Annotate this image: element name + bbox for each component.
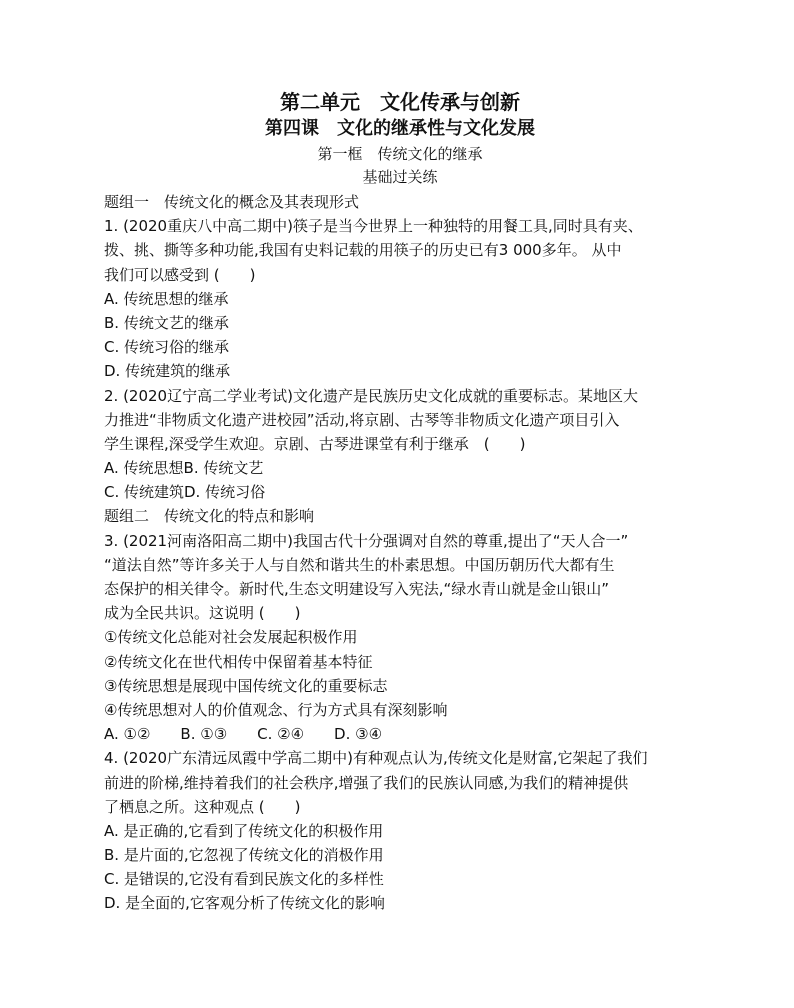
question-2-options-ab: A. 传统思想B. 传统文艺 — [104, 459, 264, 478]
question-1-line-3: 我们可以感受到 ( ) — [104, 265, 256, 284]
question-2-options-cd: C. 传统建筑D. 传统习俗 — [104, 483, 266, 502]
unit-title: 第二单元 文化传承与创新 — [280, 90, 520, 114]
question-3-line-1: 3. (2021河南洛阳高二期中)我国古代十分强调对自然的尊重,提出了“天人合一” — [104, 531, 629, 550]
question-1-line-1: 1. (2020重庆八中高二期中)筷子是当今世界上一种独特的用餐工具,同时具有夹、 — [104, 217, 643, 236]
question-4-line-1: 4. (2020广东清远凤霞中学高二期中)有种观点认为,传统文化是财富,它架起了我们 — [104, 749, 648, 768]
question-4-option-d: D. 是全面的,它客观分析了传统文化的影响 — [104, 894, 385, 913]
question-1-option-d: D. 传统建筑的继承 — [104, 362, 231, 381]
section-title: 第一框 传统文化的继承 — [317, 145, 483, 163]
question-3-line-3: 态保护的相关律令。新时代,生态文明建设写入宪法,“绿水青山就是金山银山” — [104, 580, 610, 598]
question-4-line-2: 前进的阶梯,维持着我们的社会秩序,增强了我们的民族认同感,为我们的精神提供 — [104, 773, 629, 792]
question-3-line-2: “道法自然”等许多关于人与自然和谐共生的朴素思想。中国历朝历代大都有生 — [104, 555, 615, 574]
question-4-option-c: C. 是错误的,它没有看到民族文化的多样性 — [104, 870, 384, 889]
question-1-option-b: B. 传统文艺的继承 — [104, 313, 229, 332]
question-2-line-2: 力推进“非物质文化遗产进校园”活动,将京剧、古琴等非物质文化遗产项目引入 — [104, 410, 620, 429]
question-3-options: A. ①② B. ①③ C. ②④ D. ③④ — [104, 725, 383, 744]
question-1-option-a: A. 传统思想的继承 — [104, 289, 229, 308]
question-2-line-1: 2. (2020辽宁高二学业考试)文化遗产是民族历史文化成就的重要标志。某地区大 — [104, 386, 638, 405]
question-1-line-2: 拨、挑、撕等多种功能,我国有史料记载的用筷子的历史已有3 000多年。 从中 — [104, 241, 622, 260]
practice-title: 基础过关练 — [362, 168, 438, 186]
question-3-line-4: 成为全民共识。这说明 ( ) — [104, 604, 301, 623]
question-4-option-a: A. 是正确的,它看到了传统文化的积极作用 — [104, 821, 384, 840]
question-3-statement-3: ③传统思想是展现中国传统文化的重要标志 — [104, 676, 388, 695]
question-3-statement-4: ④传统思想对人的价值观念、行为方式具有深刻影响 — [104, 700, 448, 719]
group-heading-1: 题组一 传统文化的概念及其表现形式 — [104, 193, 360, 211]
question-3-statement-2: ②传统文化在世代相传中保留着基本特征 — [104, 652, 373, 671]
question-1-option-c: C. 传统习俗的继承 — [104, 338, 230, 357]
question-4-option-b: B. 是片面的,它忽视了传统文化的消极作用 — [104, 846, 384, 865]
question-3-statement-1: ①传统文化总能对社会发展起积极作用 — [104, 628, 358, 647]
group-heading-2: 题组二 传统文化的特点和影响 — [104, 507, 315, 526]
document-content — [104, 88, 696, 916]
lesson-title: 第四课 文化的继承性与文化发展 — [265, 118, 535, 139]
question-4-line-3: 了栖息之所。这种观点 ( ) — [104, 797, 301, 816]
question-2-line-3: 学生课程,深受学生欢迎。京剧、古琴进课堂有利于继承 ( ) — [104, 434, 526, 453]
